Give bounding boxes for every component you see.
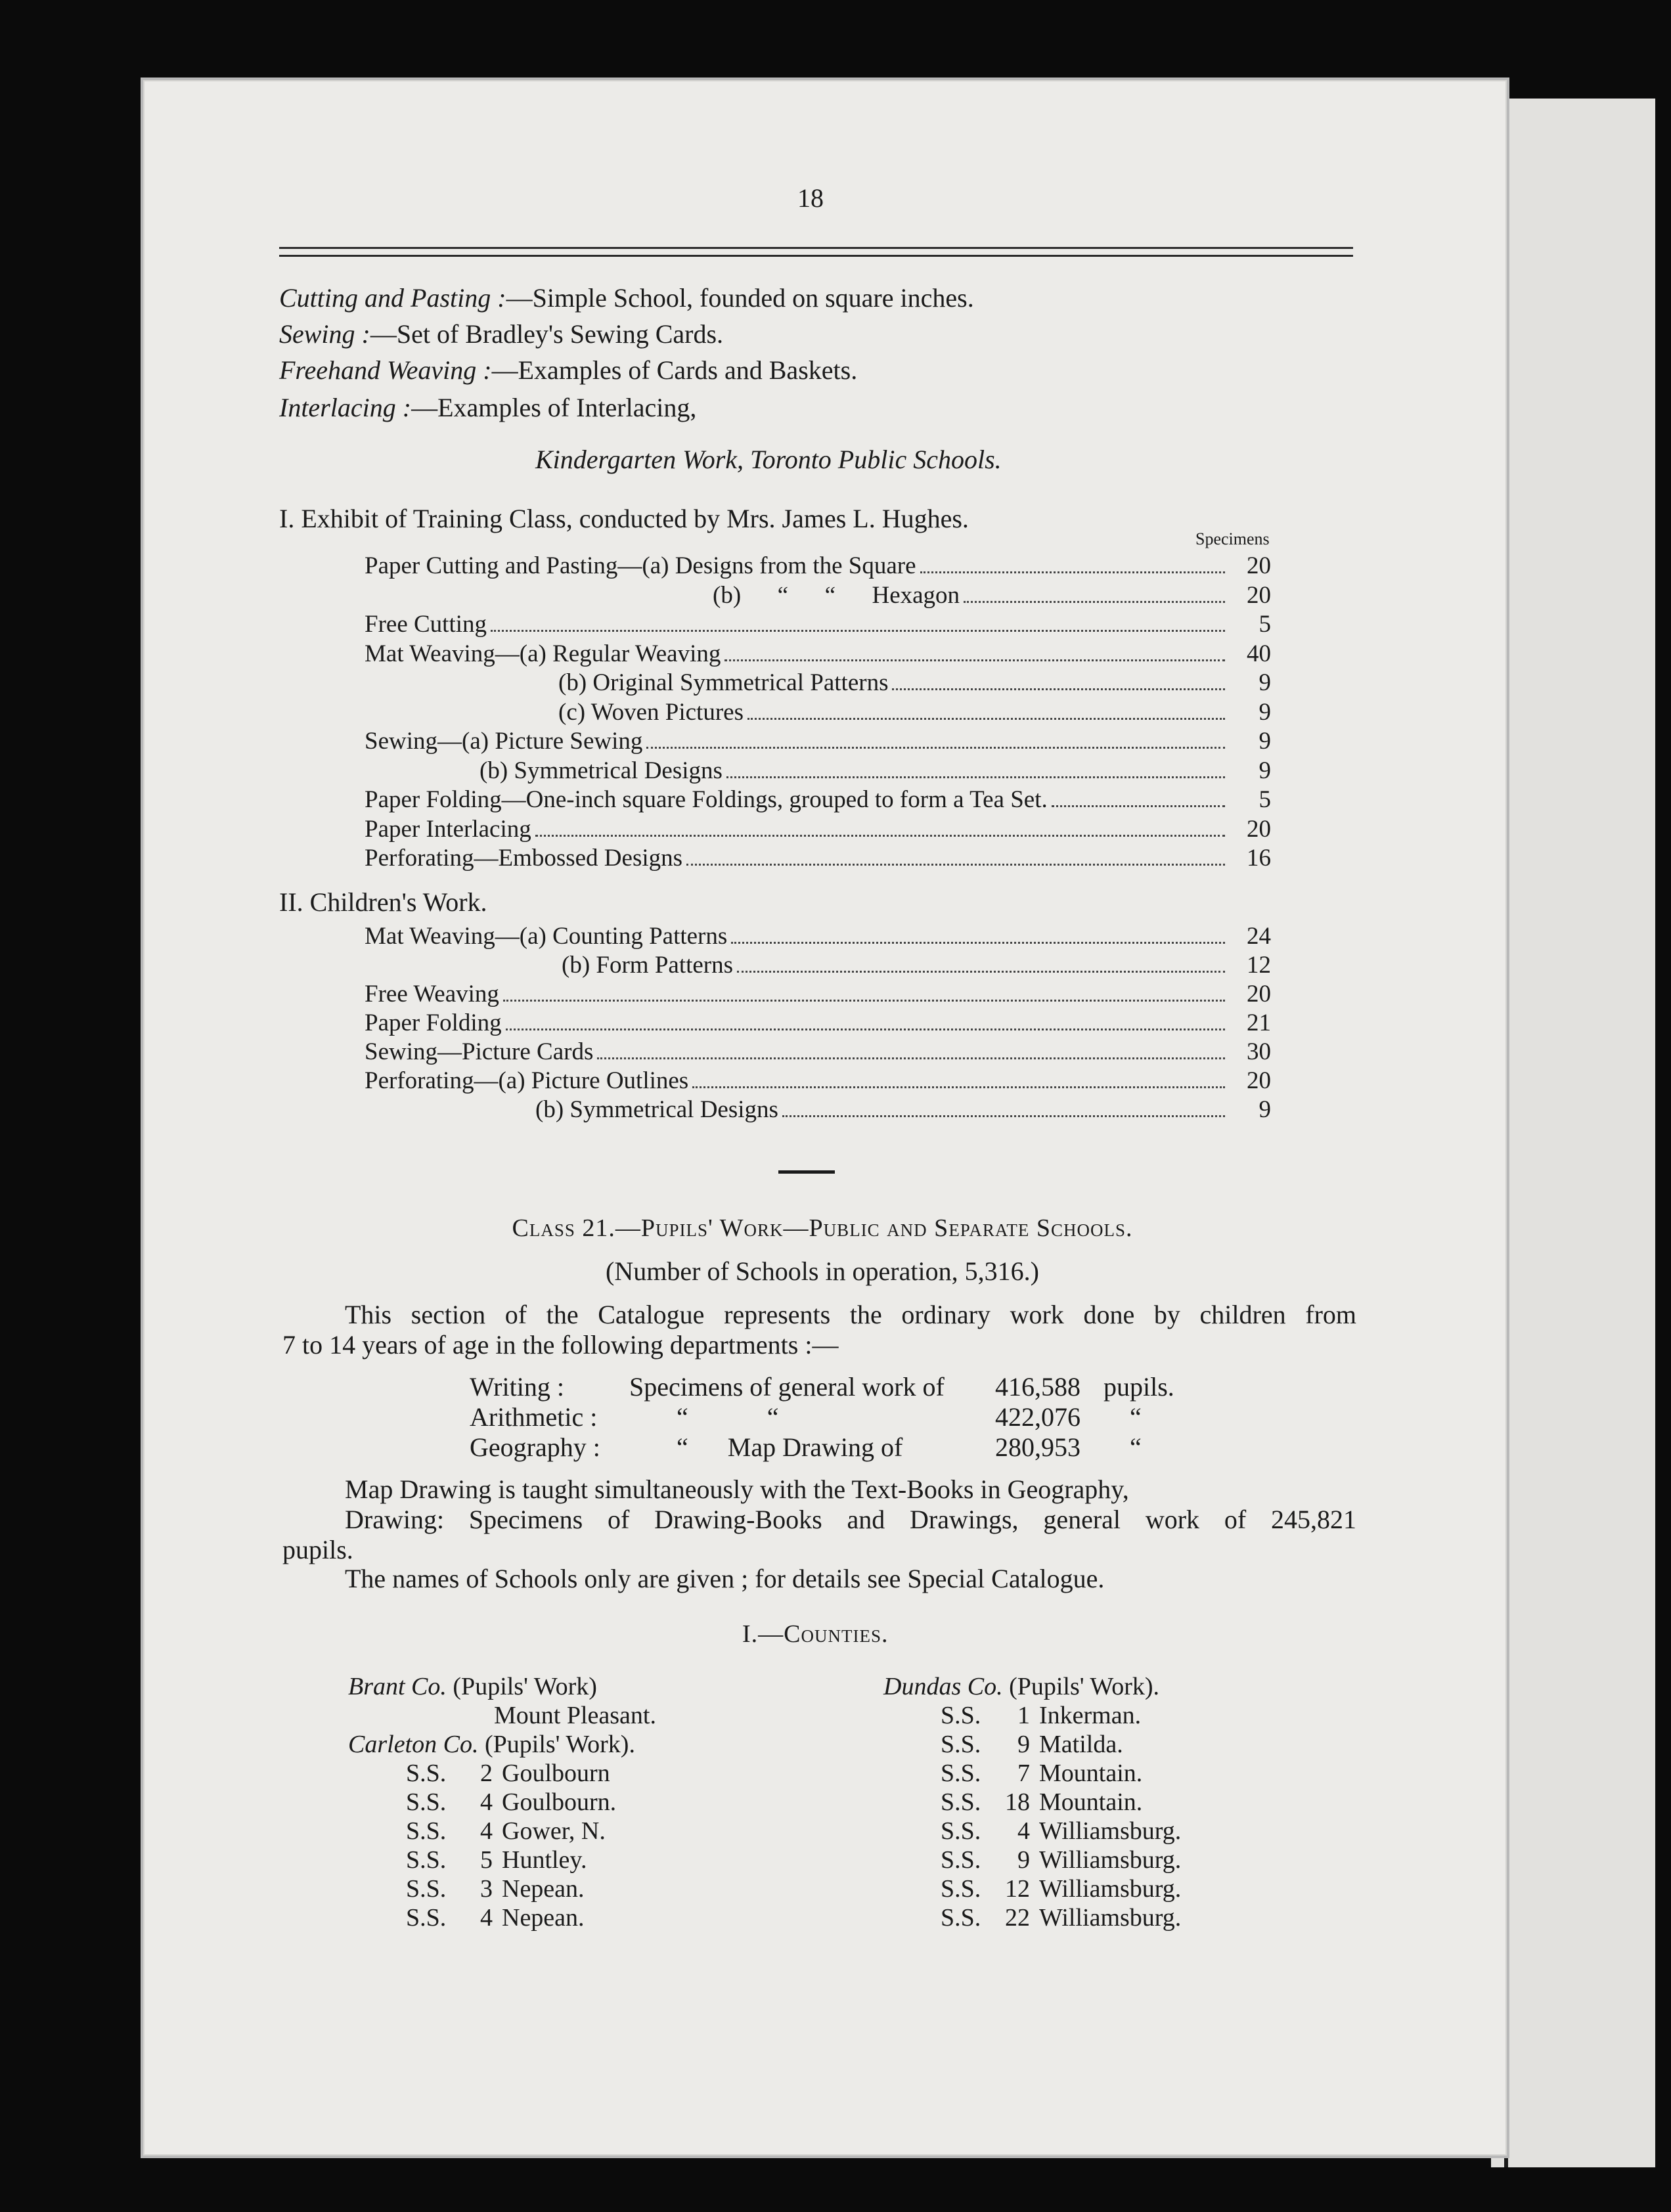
specimen-label: Paper Cutting and Pasting—(a) Designs from the Square (365, 552, 916, 579)
county-work: (Pupils' Work). (1009, 1673, 1160, 1700)
leader-dots (920, 571, 1225, 573)
stat-count: 422,076 (995, 1402, 1081, 1432)
school-name: Goulbourn. (502, 1788, 617, 1816)
specimen-row (558, 669, 1271, 697)
specimen-count: 9 (1259, 728, 1271, 755)
stat-count: 416,588 (995, 1372, 1081, 1402)
intro-text: —Set of Bradley's Sewing Cards. (370, 319, 724, 349)
county-work: (Pupils' Work) (453, 1673, 597, 1700)
school-name: Nepean. (502, 1875, 585, 1903)
stat-subject: Writing : (470, 1372, 564, 1402)
specimen-count: 16 (1247, 845, 1271, 872)
leader-dots (597, 1057, 1225, 1059)
specimen-row (562, 951, 1271, 980)
school-prefix: S.S. (941, 1875, 981, 1903)
county-name: Dundas Co. (883, 1673, 1003, 1700)
specimen-row (365, 815, 1271, 844)
school-prefix: S.S. (406, 1817, 447, 1845)
specimen-count: 20 (1247, 552, 1271, 579)
specimen-count: 5 (1259, 786, 1271, 813)
leader-dots (737, 970, 1225, 973)
county-line (883, 1672, 1159, 1701)
specimen-label: Sewing—(a) Picture Sewing (365, 728, 643, 755)
school-prefix: S.S. (406, 1846, 447, 1874)
leader-dots (747, 717, 1225, 720)
intro-line (279, 319, 723, 349)
drawing-line1: Drawing: Specimens of Drawing-Books and Drawings, general work of 245,821 (345, 1505, 1356, 1534)
intro-line (279, 392, 696, 423)
school-number: 1 (1017, 1702, 1030, 1729)
school-name: Huntley. (502, 1846, 587, 1874)
specimen-count: 9 (1259, 669, 1271, 696)
intro-label: Cutting and Pasting : (279, 283, 506, 313)
specimen-label: Paper Folding—One-inch square Foldings, grouped to form a Tea Set. (365, 786, 1048, 813)
stat-desc: “ Map Drawing of (677, 1432, 903, 1462)
specimen-label: (b) “ “ Hexagon (713, 581, 960, 609)
school-name: Mountain. (1039, 1788, 1143, 1816)
specimen-label: Sewing—Picture Cards (365, 1038, 594, 1065)
specimen-row (365, 922, 1271, 951)
school-number: 12 (1005, 1875, 1030, 1903)
specimen-row (558, 698, 1271, 727)
school-number: 4 (480, 1904, 493, 1932)
school-number: 4 (480, 1788, 493, 1816)
specimen-label: (b) Original Symmetrical Patterns (558, 669, 889, 696)
specimen-label: Free Weaving (365, 981, 499, 1007)
leader-dots (506, 1028, 1225, 1030)
specimen-count: 9 (1259, 698, 1271, 726)
leader-dots (491, 629, 1225, 632)
specimen-row (365, 844, 1271, 873)
school-name: Williamsburg. (1039, 1817, 1182, 1845)
stat-desc: “ “ (677, 1402, 779, 1432)
map-drawing-line: Map Drawing is taught simultaneously with the Text-Books in Geography, (345, 1474, 1129, 1504)
specimen-row (365, 1009, 1271, 1038)
school-number: 3 (480, 1875, 493, 1903)
class21-paragraph-line2: 7 to 14 years of age in the following departments :— (282, 1330, 839, 1360)
leader-dots (964, 600, 1225, 603)
specimen-label: Mat Weaving—(a) Regular Weaving (365, 640, 721, 667)
stat-desc: Specimens of general work of (629, 1372, 945, 1402)
school-number: 4 (1017, 1817, 1030, 1845)
school-name: Inkerman. (1039, 1702, 1142, 1729)
stat-unit: “ (1130, 1402, 1142, 1432)
specimen-count: 20 (1247, 581, 1271, 609)
school-name: Goulbourn (502, 1759, 610, 1787)
specimen-count: 12 (1247, 952, 1271, 979)
intro-line (279, 355, 857, 386)
specimen-row (365, 785, 1271, 814)
header-rule-bottom (279, 255, 1353, 257)
specimen-label: Perforating—Embossed Designs (365, 845, 683, 872)
school-number: 2 (480, 1759, 493, 1787)
specimen-label: Free Cutting (365, 611, 487, 638)
specimen-count: 5 (1259, 611, 1271, 638)
intro-label: Freehand Weaving : (279, 355, 492, 385)
specimen-row (479, 757, 1271, 785)
school-number: 5 (480, 1846, 493, 1874)
school-name: Williamsburg. (1039, 1904, 1182, 1932)
specimen-count: 20 (1247, 1067, 1271, 1094)
school-name: Gower, N. (502, 1817, 606, 1845)
leader-dots (782, 1115, 1225, 1117)
specimen-label: (b) Symmetrical Designs (535, 1096, 778, 1123)
drawing-line2: pupils. (282, 1535, 353, 1564)
school-number: 9 (1017, 1731, 1030, 1758)
stat-unit: pupils. (1103, 1372, 1174, 1402)
specimen-row (365, 1067, 1271, 1095)
specimen-row (365, 1038, 1271, 1067)
intro-line (279, 282, 974, 313)
section2-title: II. Children's Work. (279, 887, 487, 917)
school-prefix: S.S. (941, 1904, 981, 1932)
leader-dots (731, 941, 1225, 944)
specimen-count: 40 (1247, 640, 1271, 667)
specimen-row (365, 727, 1271, 756)
intro-text: —Simple School, founded on square inches. (506, 283, 974, 313)
school-number: 9 (1017, 1846, 1030, 1874)
section1-title: I. Exhibit of Training Class, conducted by Mrs. James L. Hughes. (279, 504, 969, 533)
stat-subject: Arithmetic : (470, 1402, 598, 1432)
school-prefix: S.S. (406, 1788, 447, 1816)
specimen-row (535, 1095, 1271, 1124)
leader-dots (692, 1086, 1225, 1088)
school-name: Matilda. (1039, 1731, 1123, 1758)
specimen-label: Paper Folding (365, 1009, 502, 1036)
specimen-row (365, 552, 1271, 581)
school-number: 22 (1005, 1904, 1030, 1932)
school-name: Williamsburg. (1039, 1875, 1182, 1903)
stat-subject: Geography : (470, 1432, 600, 1462)
school-name: Mountain. (1039, 1759, 1143, 1787)
class21-subheading: (Number of Schools in operation, 5,316.) (606, 1256, 1039, 1286)
school-prefix: S.S. (941, 1759, 981, 1787)
county-line (348, 1730, 635, 1759)
school-prefix: S.S. (941, 1702, 981, 1729)
kindergarten-heading: Kindergarten Work, Toronto Public Schools. (535, 445, 1002, 474)
specimen-label: (b) Symmetrical Designs (479, 757, 723, 784)
leader-dots (686, 863, 1225, 866)
school-prefix: S.S. (941, 1788, 981, 1816)
page-number: 18 (797, 183, 824, 213)
specimen-count: 20 (1247, 815, 1271, 843)
section-separator (778, 1170, 835, 1174)
county-work: (Pupils' Work). (484, 1731, 635, 1758)
specimen-count: 21 (1247, 1009, 1271, 1036)
county-name: Brant Co. (348, 1673, 447, 1700)
leader-dots (503, 999, 1225, 1002)
intro-text: —Examples of Interlacing, (411, 393, 697, 422)
specimen-row (365, 610, 1271, 639)
specimen-label: (c) Woven Pictures (558, 698, 744, 726)
specimen-label: (b) Form Patterns (562, 952, 734, 979)
specimens-header: Specimens (1195, 529, 1270, 548)
school-prefix: S.S. (406, 1875, 447, 1903)
school-prefix: S.S. (406, 1904, 447, 1932)
specimen-count: 9 (1259, 1096, 1271, 1123)
class21-paragraph-line1: This section of the Catalogue represents the ordinary work done by children from (345, 1300, 1356, 1329)
school-prefix: S.S. (941, 1817, 981, 1845)
specimen-label: Perforating—(a) Picture Outlines (365, 1067, 689, 1094)
specimen-count: 9 (1259, 757, 1271, 784)
leader-dots (892, 688, 1225, 690)
specimen-label: Paper Interlacing (365, 815, 531, 843)
intro-label: Sewing : (279, 319, 370, 349)
leader-dots (726, 776, 1225, 778)
school-prefix: S.S. (406, 1759, 447, 1787)
leader-dots (535, 834, 1225, 837)
school-prefix: S.S. (941, 1731, 981, 1758)
specimen-count: 24 (1247, 923, 1271, 950)
leader-dots (1052, 805, 1225, 807)
stat-unit: “ (1130, 1432, 1142, 1462)
counties-heading: I.—Counties. (742, 1620, 889, 1648)
school-number: 18 (1005, 1788, 1030, 1816)
leader-dots (724, 659, 1225, 661)
header-rule-top (279, 247, 1353, 249)
intro-text: —Examples of Cards and Baskets. (491, 355, 858, 385)
specimen-row (365, 980, 1271, 1009)
specimen-row (713, 581, 1271, 610)
county-name: Carleton Co. (348, 1731, 479, 1758)
specimen-row (365, 640, 1271, 669)
specimen-count: 30 (1247, 1038, 1271, 1065)
school-number: 7 (1017, 1759, 1030, 1787)
specimen-count: 20 (1247, 981, 1271, 1007)
class21-heading: Class 21.—Pupils' Work—Public and Separate Schools. (512, 1214, 1133, 1242)
school-name: Mount Pleasant. (494, 1702, 656, 1729)
stat-count: 280,953 (995, 1432, 1081, 1462)
school-number: 4 (480, 1817, 493, 1845)
school-prefix: S.S. (941, 1846, 981, 1874)
school-name: Nepean. (502, 1904, 585, 1932)
adjacent-page (1491, 99, 1655, 2167)
school-name: Williamsburg. (1039, 1846, 1182, 1874)
names-line: The names of Schools only are given ; for details see Special Catalogue. (345, 1564, 1105, 1593)
specimen-label: Mat Weaving—(a) Counting Patterns (365, 923, 728, 950)
intro-label: Interlacing : (279, 393, 412, 422)
leader-dots (646, 746, 1225, 749)
county-line (348, 1672, 597, 1701)
